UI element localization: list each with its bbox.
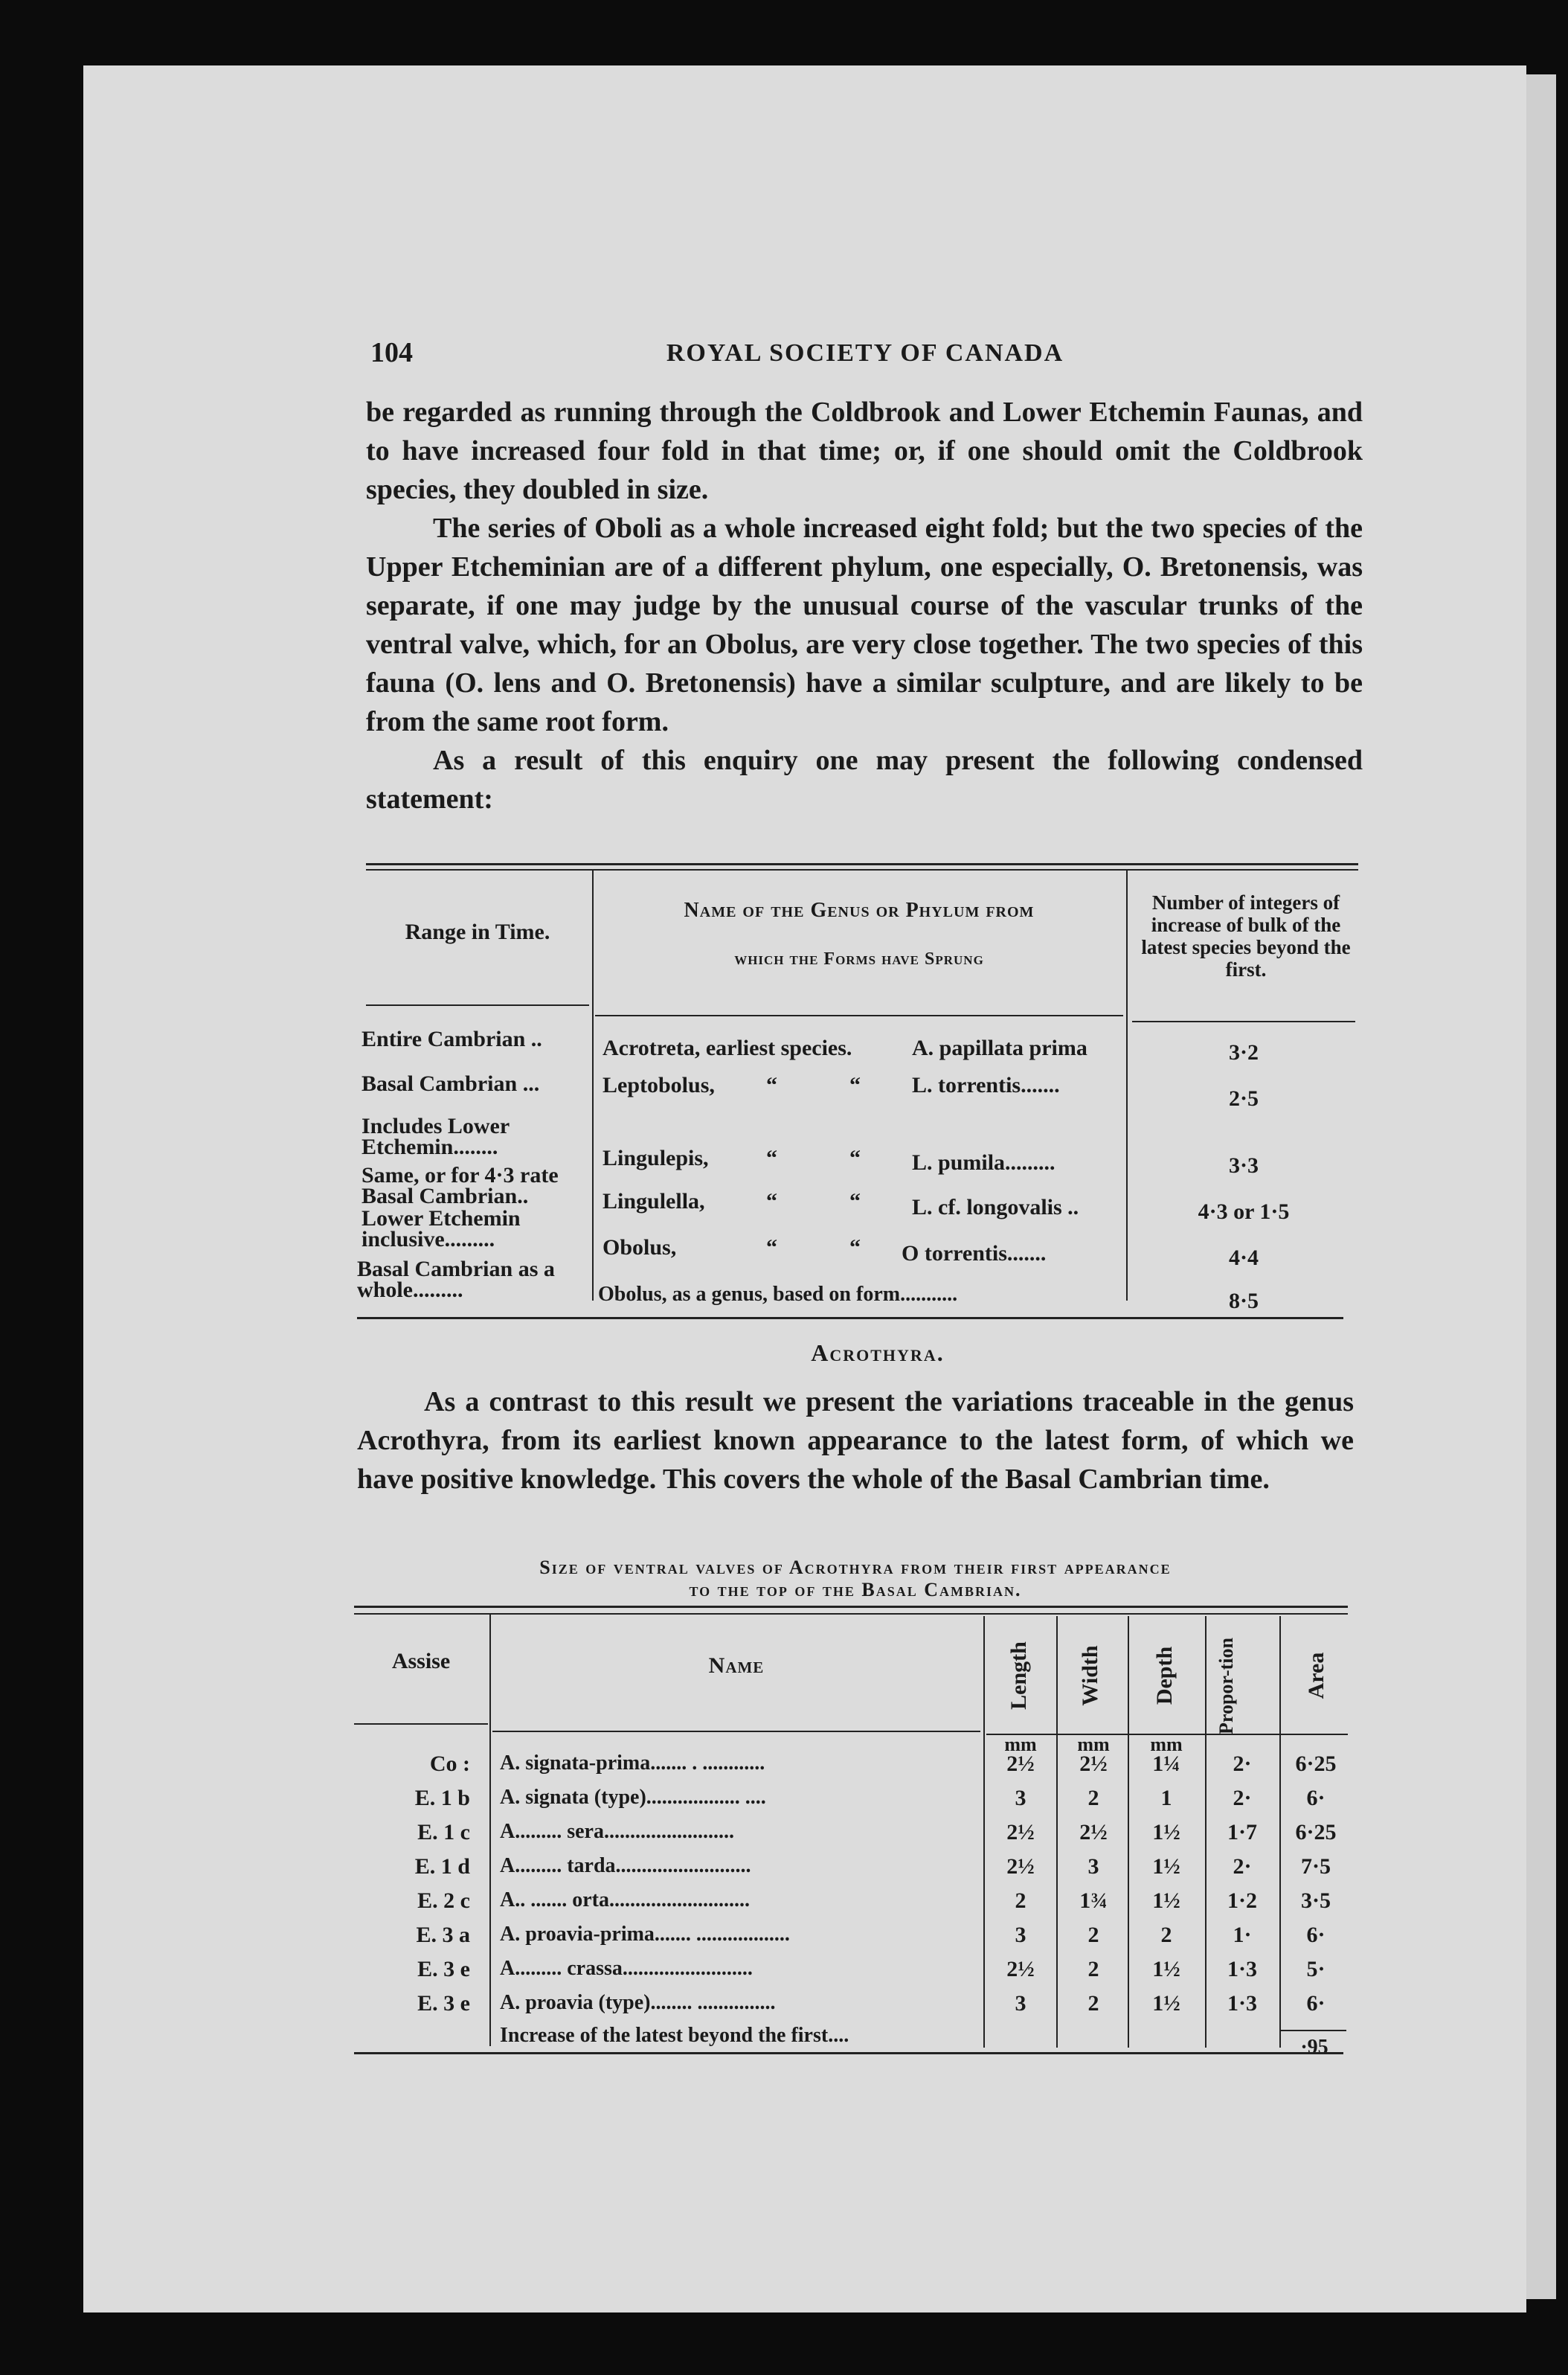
table-cell-genus: Obolus, as a genus, based on form........... bbox=[598, 1283, 958, 1306]
unit-width: mm bbox=[1077, 1734, 1110, 1755]
table-cell-species: L. pumila......... bbox=[912, 1150, 1055, 1175]
table-cell-area: 7·5 bbox=[1300, 1854, 1331, 1879]
table-cell-proportion: 2· bbox=[1233, 1751, 1252, 1776]
section-heading: Acrothyra. bbox=[811, 1339, 945, 1366]
unit-length: mm bbox=[1004, 1734, 1037, 1755]
table-cell-assise: E. 3 e bbox=[417, 1991, 470, 2016]
paragraph: As a contrast to this result we present the variations traceable in the genus Acrothyra, from its earliest known appearance to the latest form, of which we have positive knowledge. This covers the whole of the Basal Cambrian time. bbox=[357, 1386, 1354, 1495]
table-cell-range: Basal Cambrian as a whole......... bbox=[357, 1257, 555, 1302]
column-divider bbox=[1205, 1616, 1206, 2048]
table-cell-length: 2½ bbox=[1006, 1751, 1035, 1776]
table-cell-area: 6· bbox=[1306, 1786, 1326, 1810]
table-cell-range: Same, or for 4·3 rate Basal Cambrian.. bbox=[362, 1163, 559, 1208]
table-cell-area: 6· bbox=[1306, 1923, 1326, 1947]
unit-depth: mm bbox=[1150, 1734, 1183, 1755]
table-cell-name: A. signata (type).................. .... bbox=[500, 1786, 766, 1809]
table-cell-genus: Leptobolus, bbox=[603, 1073, 715, 1097]
table-top-rule-2 bbox=[354, 1613, 1348, 1615]
table-cell-width: 2½ bbox=[1079, 1820, 1108, 1844]
table-cell-depth: 2 bbox=[1160, 1923, 1172, 1947]
table-cell-species: O torrentis....... bbox=[902, 1241, 1047, 1266]
table-cell-length: 2 bbox=[1015, 1888, 1026, 1913]
column-divider bbox=[1056, 1616, 1058, 2048]
table-cell-name: A......... crassa......................... bbox=[500, 1957, 753, 1980]
header-name: Name bbox=[708, 1653, 765, 1678]
table-cell-area: 6· bbox=[1306, 1991, 1326, 2016]
footer-label: Increase of the latest beyond the first.... bbox=[500, 2024, 849, 2047]
running-title: ROYAL SOCIETY OF CANADA bbox=[666, 339, 1064, 367]
table-cell-name: A. proavia (type)........ ............... bbox=[500, 1991, 776, 2014]
table-cell-length: 2½ bbox=[1006, 1820, 1035, 1844]
header-rule bbox=[1132, 1021, 1355, 1022]
table-cell-value: 3·2 bbox=[1228, 1040, 1259, 1065]
table-cell-width: 2½ bbox=[1079, 1751, 1108, 1776]
table-cell-assise: E. 2 c bbox=[417, 1888, 470, 1913]
ditto-mark: “ bbox=[849, 1146, 861, 1170]
table-cell-range: Includes Lower Etchemin........ bbox=[362, 1114, 510, 1159]
column-divider bbox=[1279, 1616, 1281, 2048]
caption-line1: Size of ventral valves of Acrothyra from their first appearance bbox=[539, 1557, 1172, 1578]
caption-line2: to the top of the Basal Cambrian. bbox=[689, 1579, 1022, 1600]
table-cell-width: 3 bbox=[1087, 1854, 1099, 1879]
table-top-rule bbox=[354, 1606, 1348, 1608]
table-cell-depth: 1¼ bbox=[1152, 1751, 1180, 1776]
table-cell-area: 3·5 bbox=[1300, 1888, 1331, 1913]
table-cell-range: Lower Etchemin inclusive......... bbox=[362, 1206, 521, 1251]
table-cell-width: 2 bbox=[1087, 1923, 1099, 1947]
table-cell-name: A. proavia-prima....... .................. bbox=[500, 1923, 790, 1946]
table-cell-area: 5· bbox=[1306, 1957, 1326, 1981]
table-cell-depth: 1½ bbox=[1152, 1888, 1180, 1913]
ditto-mark: “ bbox=[766, 1235, 777, 1260]
table-cell-proportion: 1· bbox=[1233, 1923, 1252, 1947]
table-cell-assise: Co : bbox=[429, 1751, 470, 1776]
header-rule bbox=[492, 1731, 980, 1732]
table-cell-width: 2 bbox=[1087, 1786, 1099, 1810]
table-cell-area: 6·25 bbox=[1295, 1751, 1337, 1776]
table-cell-proportion: 1·3 bbox=[1227, 1991, 1257, 2016]
table-cell-value: 2·5 bbox=[1228, 1086, 1259, 1111]
column-divider bbox=[592, 869, 594, 1301]
footer-area: ·95 bbox=[1300, 2036, 1328, 2059]
table-cell-name: A.. ....... orta........................... bbox=[500, 1888, 750, 1911]
table-cell-depth: 1½ bbox=[1152, 1854, 1180, 1879]
table-cell-value: 4·4 bbox=[1228, 1246, 1259, 1270]
table-cell-proportion: 1·3 bbox=[1227, 1957, 1257, 1981]
page-number: 104 bbox=[370, 337, 413, 368]
header-increase: Number of integers of increase of bulk of the latest species beyond the first. bbox=[1141, 891, 1351, 981]
table-cell-name: A. signata-prima....... . ............ bbox=[500, 1751, 765, 1775]
table-cell-area: 6·25 bbox=[1295, 1820, 1337, 1844]
body-text-top bbox=[366, 393, 1363, 818]
table-cell-depth: 1½ bbox=[1152, 1991, 1180, 2016]
table-cell-value: 4·3 or 1·5 bbox=[1198, 1199, 1290, 1224]
header-depth: Depth bbox=[1152, 1646, 1177, 1705]
header-assise: Assise bbox=[391, 1649, 451, 1673]
ditto-mark: “ bbox=[849, 1235, 861, 1260]
table-cell-depth: 1½ bbox=[1152, 1820, 1180, 1844]
header-name-line2: which the Forms have Sprung bbox=[734, 949, 984, 969]
body-text-bottom bbox=[357, 1382, 1354, 1499]
table-cell-width: 1¾ bbox=[1079, 1888, 1108, 1913]
table-cell-assise: E. 1 b bbox=[414, 1786, 470, 1810]
ditto-mark: “ bbox=[766, 1189, 777, 1214]
column-divider bbox=[983, 1616, 985, 2048]
header-name-line1: Name of the Genus or Phylum from bbox=[684, 899, 1035, 922]
table-cell-proportion: 1·2 bbox=[1227, 1888, 1257, 1913]
paragraph: As a result of this enquiry one may present the following condensed statement: bbox=[366, 745, 1363, 815]
table-cell-proportion: 1·7 bbox=[1227, 1820, 1257, 1844]
header-length: Length bbox=[1006, 1641, 1031, 1710]
table-cell-length: 3 bbox=[1015, 1923, 1026, 1947]
ditto-mark: “ bbox=[849, 1189, 861, 1214]
table-cell-assise: E. 3 a bbox=[416, 1923, 470, 1947]
table-cell-length: 2½ bbox=[1006, 1957, 1035, 1981]
paragraph: be regarded as running through the Coldbrook and Lower Etchemin Faunas, and to have increased four fold in that time; or, if one should omit the Coldbrook species, they doubled in size. bbox=[366, 397, 1363, 505]
table-cell-genus: Obolus, bbox=[603, 1235, 677, 1260]
header-rule bbox=[354, 1723, 488, 1725]
ditto-mark: “ bbox=[766, 1146, 777, 1170]
table-cell-length: 3 bbox=[1015, 1786, 1026, 1810]
paragraph: The series of Oboli as a whole increased eight fold; but the two species of the Upper Etcheminian are of a different phylum, one especially, O. Bretonensis, was separate, if one may judge by the unusual course of the vascular trunks of the ventral valve, which, for an Obolus, are very close together. The two species of this fauna (O. lens and O. Bretonensis) have a similar sculpture, and are likely to be from the same root form. bbox=[366, 513, 1363, 737]
table-cell-width: 2 bbox=[1087, 1957, 1099, 1981]
header-rule bbox=[595, 1015, 1123, 1016]
table-cell-species: L. torrentis....... bbox=[912, 1073, 1060, 1097]
table-caption bbox=[357, 1557, 1354, 1601]
table-cell-depth: 1½ bbox=[1152, 1957, 1180, 1981]
table-top-rule-2 bbox=[366, 869, 1358, 871]
table-cell-genus: Acrotreta, earliest species. bbox=[603, 1036, 852, 1060]
table-cell-value: 3·3 bbox=[1228, 1153, 1259, 1178]
table-cell-width: 2 bbox=[1087, 1991, 1099, 2016]
header-proportion: Propor-tion bbox=[1215, 1638, 1237, 1734]
column-divider bbox=[489, 1615, 491, 2046]
table-cell-proportion: 2· bbox=[1233, 1854, 1252, 1879]
table-cell-range: Entire Cambrian .. bbox=[362, 1027, 542, 1051]
column-divider bbox=[1128, 1616, 1129, 2048]
ditto-mark: “ bbox=[766, 1073, 777, 1097]
table-bottom-rule bbox=[354, 2052, 1343, 2054]
table-cell-assise: E. 1 d bbox=[414, 1854, 470, 1879]
header-area: Area bbox=[1304, 1652, 1328, 1699]
table-cell-name: A......... sera......................... bbox=[500, 1820, 734, 1843]
page-edge bbox=[1526, 74, 1556, 2299]
table-cell-assise: E. 3 e bbox=[417, 1957, 470, 1981]
table-cell-assise: E. 1 c bbox=[417, 1820, 470, 1844]
table-cell-genus: Lingulepis, bbox=[603, 1146, 709, 1170]
table-cell-length: 3 bbox=[1015, 1991, 1026, 2016]
table-cell-name: A......... tarda.......................... bbox=[500, 1854, 751, 1877]
table-top-rule bbox=[366, 863, 1358, 865]
header-width: Width bbox=[1078, 1645, 1102, 1706]
table-cell-species: A. papillata prima bbox=[912, 1036, 1087, 1060]
page-header bbox=[370, 336, 1360, 374]
ditto-mark: “ bbox=[849, 1073, 861, 1097]
table-cell-range: Basal Cambrian ... bbox=[362, 1071, 540, 1096]
table-cell-genus: Lingulella, bbox=[603, 1189, 705, 1214]
table-cell-value: 8·5 bbox=[1228, 1289, 1259, 1313]
table-cell-depth: 1 bbox=[1160, 1786, 1172, 1810]
header-range: Range in Time. bbox=[405, 920, 550, 944]
table-cell-proportion: 2· bbox=[1233, 1786, 1252, 1810]
table-cell-length: 2½ bbox=[1006, 1854, 1035, 1879]
total-rule bbox=[1279, 2030, 1346, 2031]
table-cell-species: L. cf. longovalis .. bbox=[912, 1195, 1079, 1219]
table-bottom-rule bbox=[357, 1317, 1343, 1319]
header-rule bbox=[366, 1004, 589, 1006]
